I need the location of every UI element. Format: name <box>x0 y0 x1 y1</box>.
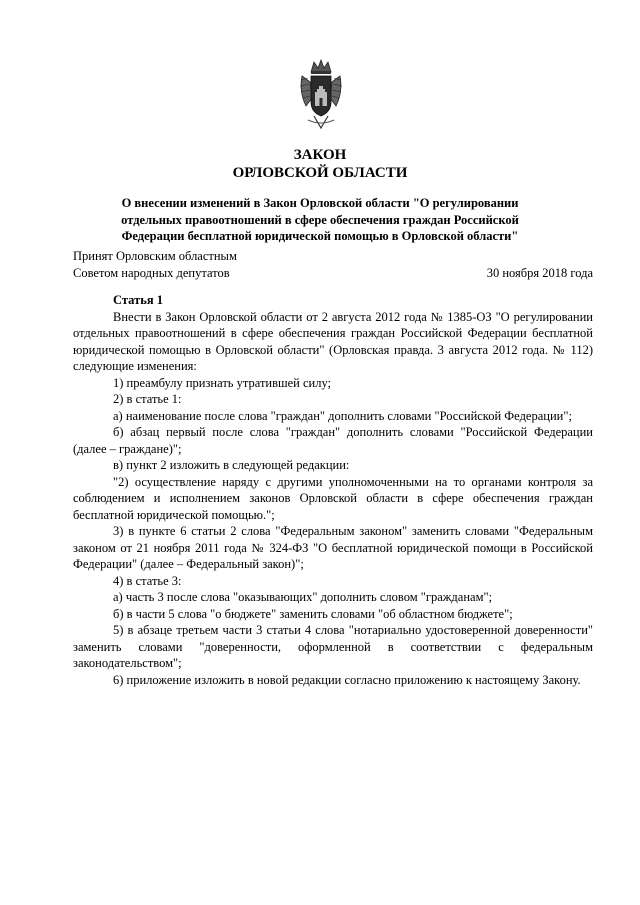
article-paragraph: б) абзац первый после слова "граждан" дополнить словами "Российской Федерации (далее – граждане)"; <box>73 425 593 456</box>
article-paragraph: а) часть 3 после слова "оказывающих" дополнить словом "гражданам"; <box>113 590 493 604</box>
article-paragraph: 3) в пункте 6 статьи 2 слова "Федеральным законом" заменить словами "Федеральным законом от 21 ноября 2011 года № 324-ФЗ "О бесплатной юридической помощи в Российской Федерации" (далее – Федеральный закон)"; <box>73 524 593 571</box>
law-title-line2: ОРЛОВСКОЙ ОБЛАСТИ <box>232 165 408 181</box>
adoption-date: 30 ноября 2018 года <box>486 265 593 280</box>
article-heading: Статья 1 <box>113 293 163 307</box>
article-paragraph: б) в части 5 слова "о бюджете" заменить словами "об областном бюджете"; <box>113 606 513 621</box>
article-paragraph: Внести в Закон Орловской области от 2 августа 2012 года № 1385-ОЗ "О регулировании отдельных правоотношений в сфере обеспечения граждан Российской Федерации бесплатной юридической помощью в Орловской области" (Орловская правда. 3 августа 2012 года. № 112) следующие изменения: <box>73 309 593 373</box>
coat-of-arms-emblem <box>298 58 344 132</box>
adoption-line2-row <box>73 265 593 282</box>
adoption-line2: Советом народных депутатов <box>73 265 230 280</box>
law-subtitle: О внесении изменений в Закон Орловской области "О регулировании отдельных правоотношений в сфере обеспечения граждан Российской Федерации бесплатной юридической помощью в Орловской области" <box>121 196 519 243</box>
law-title-line1: ЗАКОН <box>293 147 347 163</box>
article-paragraph: а) наименование после слова "граждан" дополнить словами "Российской Федерации"; <box>113 408 572 423</box>
article-paragraph: 2) в статье 1: <box>113 392 182 406</box>
article-paragraph: "2) осуществление наряду с другими уполномоченными на то органами контроля за соблюдением и исполнением законов Орловской области в сфере обеспечения граждан бесплатной юридической помощью."; <box>73 474 593 522</box>
adoption-block <box>73 248 593 281</box>
adoption-line1: Принят Орловским областным <box>73 249 237 263</box>
article-paragraph: 6) приложение изложить в новой редакции согласно приложению к настоящему Закону. <box>113 672 581 687</box>
article-paragraph: 1) преамбулу признать утратившей силу; <box>113 375 332 390</box>
article-paragraph: в) пункт 2 изложить в следующей редакции: <box>113 458 350 472</box>
article-paragraph: 5) в абзаце третьем части 3 статьи 4 слова "нотариально удостоверенной доверенности" заменить словами "доверенности, оформленной в соответствии с федеральным законодательством"; <box>73 623 593 670</box>
article-body <box>73 292 593 688</box>
article-paragraph: 4) в статье 3: <box>113 573 182 588</box>
